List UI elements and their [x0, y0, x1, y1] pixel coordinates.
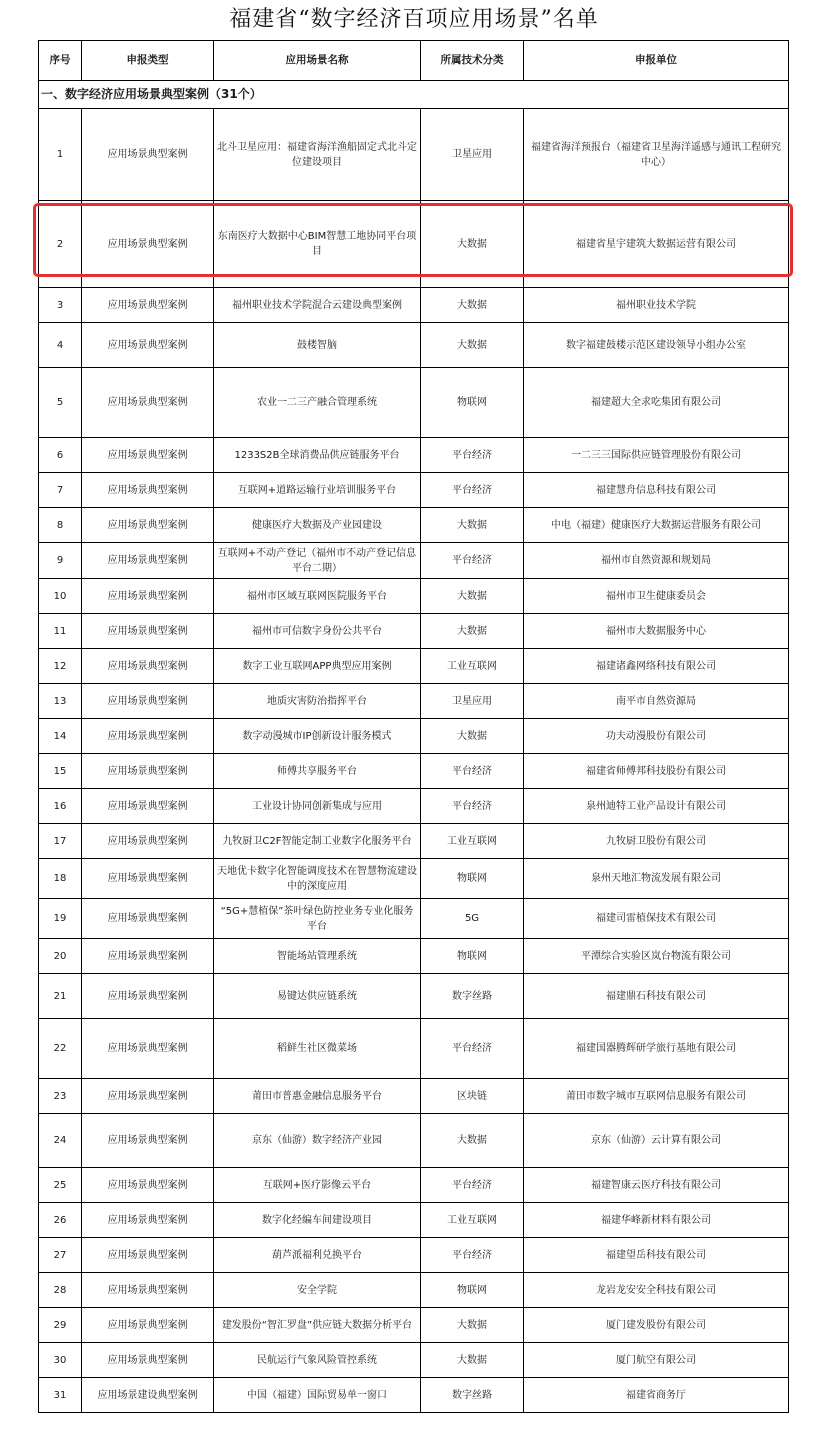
table-row: [39, 579, 789, 614]
row-name: 京东（仙游）数字经济产业园: [214, 1114, 421, 1168]
row-type: 应用场景典型案例: [82, 719, 214, 754]
row-no: 15: [39, 754, 82, 789]
table-row: [39, 368, 789, 438]
table-row: [39, 1343, 789, 1378]
row-unit: 福州市卫生健康委员会: [524, 579, 789, 614]
row-tech: 平台经济: [421, 754, 524, 789]
row-no: 20: [39, 939, 82, 974]
row-unit: 福建望岳科技有限公司: [524, 1238, 789, 1273]
row-type: 应用场景典型案例: [82, 614, 214, 649]
row-type: 应用场景典型案例: [82, 508, 214, 543]
row-tech: 工业互联网: [421, 824, 524, 859]
row-unit: 一二三三国际供应链管理股份有限公司: [524, 438, 789, 473]
row-tech: 大数据: [421, 1114, 524, 1168]
row-type: 应用场景典型案例: [82, 323, 214, 368]
row-name: “5G+慧植保”茶叶绿色防控业务专业化服务平台: [214, 899, 421, 939]
row-tech: 数字丝路: [421, 1378, 524, 1413]
row-unit: 平潭综合实验区岚台物流有限公司: [524, 939, 789, 974]
row-type: 应用场景典型案例: [82, 974, 214, 1019]
row-name: 安全学院: [214, 1273, 421, 1308]
row-tech: 5G: [421, 899, 524, 939]
table-row: [39, 719, 789, 754]
row-tech: 大数据: [421, 1343, 524, 1378]
row-tech: 平台经济: [421, 543, 524, 579]
row-tech: 数字丝路: [421, 974, 524, 1019]
row-type: 应用场景典型案例: [82, 1343, 214, 1378]
row-tech: 平台经济: [421, 789, 524, 824]
table-row: [39, 1114, 789, 1168]
row-tech: 平台经济: [421, 438, 524, 473]
row-tech: 卫星应用: [421, 684, 524, 719]
row-no: 13: [39, 684, 82, 719]
row-type: 应用场景典型案例: [82, 579, 214, 614]
table-row: [39, 1308, 789, 1343]
row-name: 互联网+医疗影像云平台: [214, 1168, 421, 1203]
row-type: 应用场景典型案例: [82, 1203, 214, 1238]
row-tech: 大数据: [421, 288, 524, 323]
row-unit: 福建慧舟信息科技有限公司: [524, 473, 789, 508]
table-row: [39, 1168, 789, 1203]
row-no: 7: [39, 473, 82, 508]
row-tech: 物联网: [421, 859, 524, 899]
row-name: 地质灾害防治指挥平台: [214, 684, 421, 719]
row-type: 应用场景典型案例: [82, 1019, 214, 1079]
row-name: 师傅共享服务平台: [214, 754, 421, 789]
row-name: 互联网+道路运输行业培训服务平台: [214, 473, 421, 508]
table-row: [39, 1019, 789, 1079]
header-cell-tech: 所属技术分类: [421, 41, 524, 81]
row-tech: 物联网: [421, 1273, 524, 1308]
row-name: 天地优卡数字化智能调度技术在智慧物流建设中的深度应用: [214, 859, 421, 899]
row-tech: 区块链: [421, 1079, 524, 1114]
row-name: 数字工业互联网APP典型应用案例: [214, 649, 421, 684]
row-name: 东南医疗大数据中心BIM智慧工地协同平台项目: [214, 201, 421, 288]
row-name: 稻鲜生社区微菜场: [214, 1019, 421, 1079]
row-type: 应用场景典型案例: [82, 1168, 214, 1203]
row-unit: 福建智康云医疗科技有限公司: [524, 1168, 789, 1203]
row-unit: 福州市大数据服务中心: [524, 614, 789, 649]
row-tech: 大数据: [421, 579, 524, 614]
row-no: 11: [39, 614, 82, 649]
row-name: 鼓楼智脑: [214, 323, 421, 368]
row-no: 24: [39, 1114, 82, 1168]
row-type: 应用场景典型案例: [82, 824, 214, 859]
row-unit: 福建鼎石科技有限公司: [524, 974, 789, 1019]
row-tech: 大数据: [421, 201, 524, 288]
row-name: 易键达供应链系统: [214, 974, 421, 1019]
header-cell-name: 应用场景名称: [214, 41, 421, 81]
scenario-table: [38, 40, 789, 1413]
row-unit: 福建诸鑫网络科技有限公司: [524, 649, 789, 684]
row-unit: 功夫动漫股份有限公司: [524, 719, 789, 754]
row-tech: 大数据: [421, 614, 524, 649]
section-heading: 一、数字经济应用场景典型案例（31个）: [39, 81, 789, 109]
row-tech: 大数据: [421, 323, 524, 368]
row-no: 27: [39, 1238, 82, 1273]
row-type: 应用场景建设典型案例: [82, 1378, 214, 1413]
row-type: 应用场景典型案例: [82, 201, 214, 288]
row-unit: 福建华峰新材料有限公司: [524, 1203, 789, 1238]
row-no: 17: [39, 824, 82, 859]
table-row: [39, 939, 789, 974]
row-name: 莆田市普惠金融信息服务平台: [214, 1079, 421, 1114]
row-name: 福州市区域互联网医院服务平台: [214, 579, 421, 614]
row-type: 应用场景典型案例: [82, 473, 214, 508]
row-unit: 泉州天地汇物流发展有限公司: [524, 859, 789, 899]
row-unit: 龙岩龙安安全科技有限公司: [524, 1273, 789, 1308]
row-type: 应用场景典型案例: [82, 543, 214, 579]
row-no: 14: [39, 719, 82, 754]
row-unit: 中电（福建）健康医疗大数据运营服务有限公司: [524, 508, 789, 543]
row-no: 30: [39, 1343, 82, 1378]
row-name: 农业一二三产融合管理系统: [214, 368, 421, 438]
row-unit: 厦门建发股份有限公司: [524, 1308, 789, 1343]
row-no: 19: [39, 899, 82, 939]
table-row: [39, 109, 789, 201]
table-row: [39, 789, 789, 824]
row-unit: 福建司雷植保技术有限公司: [524, 899, 789, 939]
row-tech: 工业互联网: [421, 649, 524, 684]
table-row: [39, 824, 789, 859]
row-tech: 大数据: [421, 508, 524, 543]
row-type: 应用场景典型案例: [82, 684, 214, 719]
row-name: 九牧厨卫C2F智能定制工业数字化服务平台: [214, 824, 421, 859]
row-type: 应用场景典型案例: [82, 1114, 214, 1168]
row-type: 应用场景典型案例: [82, 649, 214, 684]
row-no: 2: [39, 201, 82, 288]
header-cell-type: 申报类型: [82, 41, 214, 81]
table-row: [39, 323, 789, 368]
row-no: 22: [39, 1019, 82, 1079]
row-tech: 大数据: [421, 1308, 524, 1343]
row-name: 民航运行气象风险管控系统: [214, 1343, 421, 1378]
table-row: [39, 649, 789, 684]
table-row: [39, 201, 789, 288]
table-row: [39, 1273, 789, 1308]
row-no: 4: [39, 323, 82, 368]
row-tech: 物联网: [421, 368, 524, 438]
row-unit: 福建省商务厅: [524, 1378, 789, 1413]
table-row: [39, 974, 789, 1019]
row-tech: 物联网: [421, 939, 524, 974]
row-name: 建发股份“智汇罗盘”供应链大数据分析平台: [214, 1308, 421, 1343]
row-no: 16: [39, 789, 82, 824]
row-unit: 数字福建鼓楼示范区建设领导小组办公室: [524, 323, 789, 368]
row-name: 数字化经编车间建设项目: [214, 1203, 421, 1238]
row-unit: 福州职业技术学院: [524, 288, 789, 323]
row-tech: 工业互联网: [421, 1203, 524, 1238]
table-row: [39, 288, 789, 323]
row-no: 23: [39, 1079, 82, 1114]
row-unit: 厦门航空有限公司: [524, 1343, 789, 1378]
row-type: 应用场景典型案例: [82, 1308, 214, 1343]
row-no: 25: [39, 1168, 82, 1203]
row-type: 应用场景典型案例: [82, 109, 214, 201]
row-type: 应用场景典型案例: [82, 1238, 214, 1273]
row-name: 智能场站管理系统: [214, 939, 421, 974]
row-type: 应用场景典型案例: [82, 899, 214, 939]
header-cell-unit: 申报单位: [524, 41, 789, 81]
row-name: 工业设计协同创新集成与应用: [214, 789, 421, 824]
row-tech: 大数据: [421, 719, 524, 754]
row-no: 6: [39, 438, 82, 473]
row-type: 应用场景典型案例: [82, 1273, 214, 1308]
row-name: 互联网+不动产登记（福州市不动产登记信息平台二期）: [214, 543, 421, 579]
row-unit: 福州市自然资源和规划局: [524, 543, 789, 579]
row-unit: 福建超大全求吃集团有限公司: [524, 368, 789, 438]
row-name: 葫芦派福利兑换平台: [214, 1238, 421, 1273]
row-type: 应用场景典型案例: [82, 859, 214, 899]
row-type: 应用场景典型案例: [82, 754, 214, 789]
row-type: 应用场景典型案例: [82, 288, 214, 323]
row-unit: 福建国器腾辉研学旅行基地有限公司: [524, 1019, 789, 1079]
row-type: 应用场景典型案例: [82, 1079, 214, 1114]
row-name: 福州市可信数字身份公共平台: [214, 614, 421, 649]
table-row: [39, 473, 789, 508]
row-name: 数字动漫城市IP创新设计服务模式: [214, 719, 421, 754]
row-no: 5: [39, 368, 82, 438]
row-tech: 平台经济: [421, 1019, 524, 1079]
row-no: 26: [39, 1203, 82, 1238]
table-row: [39, 899, 789, 939]
row-tech: 平台经济: [421, 1238, 524, 1273]
row-name: 健康医疗大数据及产业园建设: [214, 508, 421, 543]
page-title: 福建省“数字经济百项应用场景”名单: [229, 7, 599, 32]
row-unit: 福建省星宇建筑大数据运营有限公司: [524, 201, 789, 288]
row-tech: 卫星应用: [421, 109, 524, 201]
table-row: [39, 1378, 789, 1413]
row-no: 21: [39, 974, 82, 1019]
row-no: 18: [39, 859, 82, 899]
row-name: 1233S2B全球消费品供应链服务平台: [214, 438, 421, 473]
table-row: [39, 754, 789, 789]
table-row: [39, 1203, 789, 1238]
row-no: 3: [39, 288, 82, 323]
row-unit: 福建省海洋预报台（福建省卫星海洋遥感与通讯工程研究中心）: [524, 109, 789, 201]
table-row: [39, 1238, 789, 1273]
row-no: 12: [39, 649, 82, 684]
row-no: 1: [39, 109, 82, 201]
row-tech: 平台经济: [421, 1168, 524, 1203]
row-unit: 九牧厨卫股份有限公司: [524, 824, 789, 859]
row-type: 应用场景典型案例: [82, 438, 214, 473]
row-unit: 京东（仙游）云计算有限公司: [524, 1114, 789, 1168]
table-row: [39, 438, 789, 473]
table-row: [39, 508, 789, 543]
table-row: [39, 614, 789, 649]
table-row: [39, 1079, 789, 1114]
row-name: 中国（福建）国际贸易单一窗口: [214, 1378, 421, 1413]
table-row: [39, 543, 789, 579]
row-name: 北斗卫星应用：福建省海洋渔船固定式北斗定位建设项目: [214, 109, 421, 201]
row-no: 9: [39, 543, 82, 579]
header-row: [39, 41, 789, 81]
row-type: 应用场景典型案例: [82, 368, 214, 438]
row-unit: 泉州迪特工业产品设计有限公司: [524, 789, 789, 824]
row-no: 28: [39, 1273, 82, 1308]
row-tech: 平台经济: [421, 473, 524, 508]
row-name: 福州职业技术学院混合云建设典型案例: [214, 288, 421, 323]
row-unit: 莆田市数字城市互联网信息服务有限公司: [524, 1079, 789, 1114]
row-unit: 福建省师傅邦科技股份有限公司: [524, 754, 789, 789]
row-unit: 南平市自然资源局: [524, 684, 789, 719]
row-type: 应用场景典型案例: [82, 789, 214, 824]
header-cell-no: 序号: [39, 41, 82, 81]
row-type: 应用场景典型案例: [82, 939, 214, 974]
row-no: 29: [39, 1308, 82, 1343]
row-no: 31: [39, 1378, 82, 1413]
table-row: [39, 684, 789, 719]
section-row: [39, 81, 789, 109]
row-no: 8: [39, 508, 82, 543]
row-no: 10: [39, 579, 82, 614]
table-row: [39, 859, 789, 899]
